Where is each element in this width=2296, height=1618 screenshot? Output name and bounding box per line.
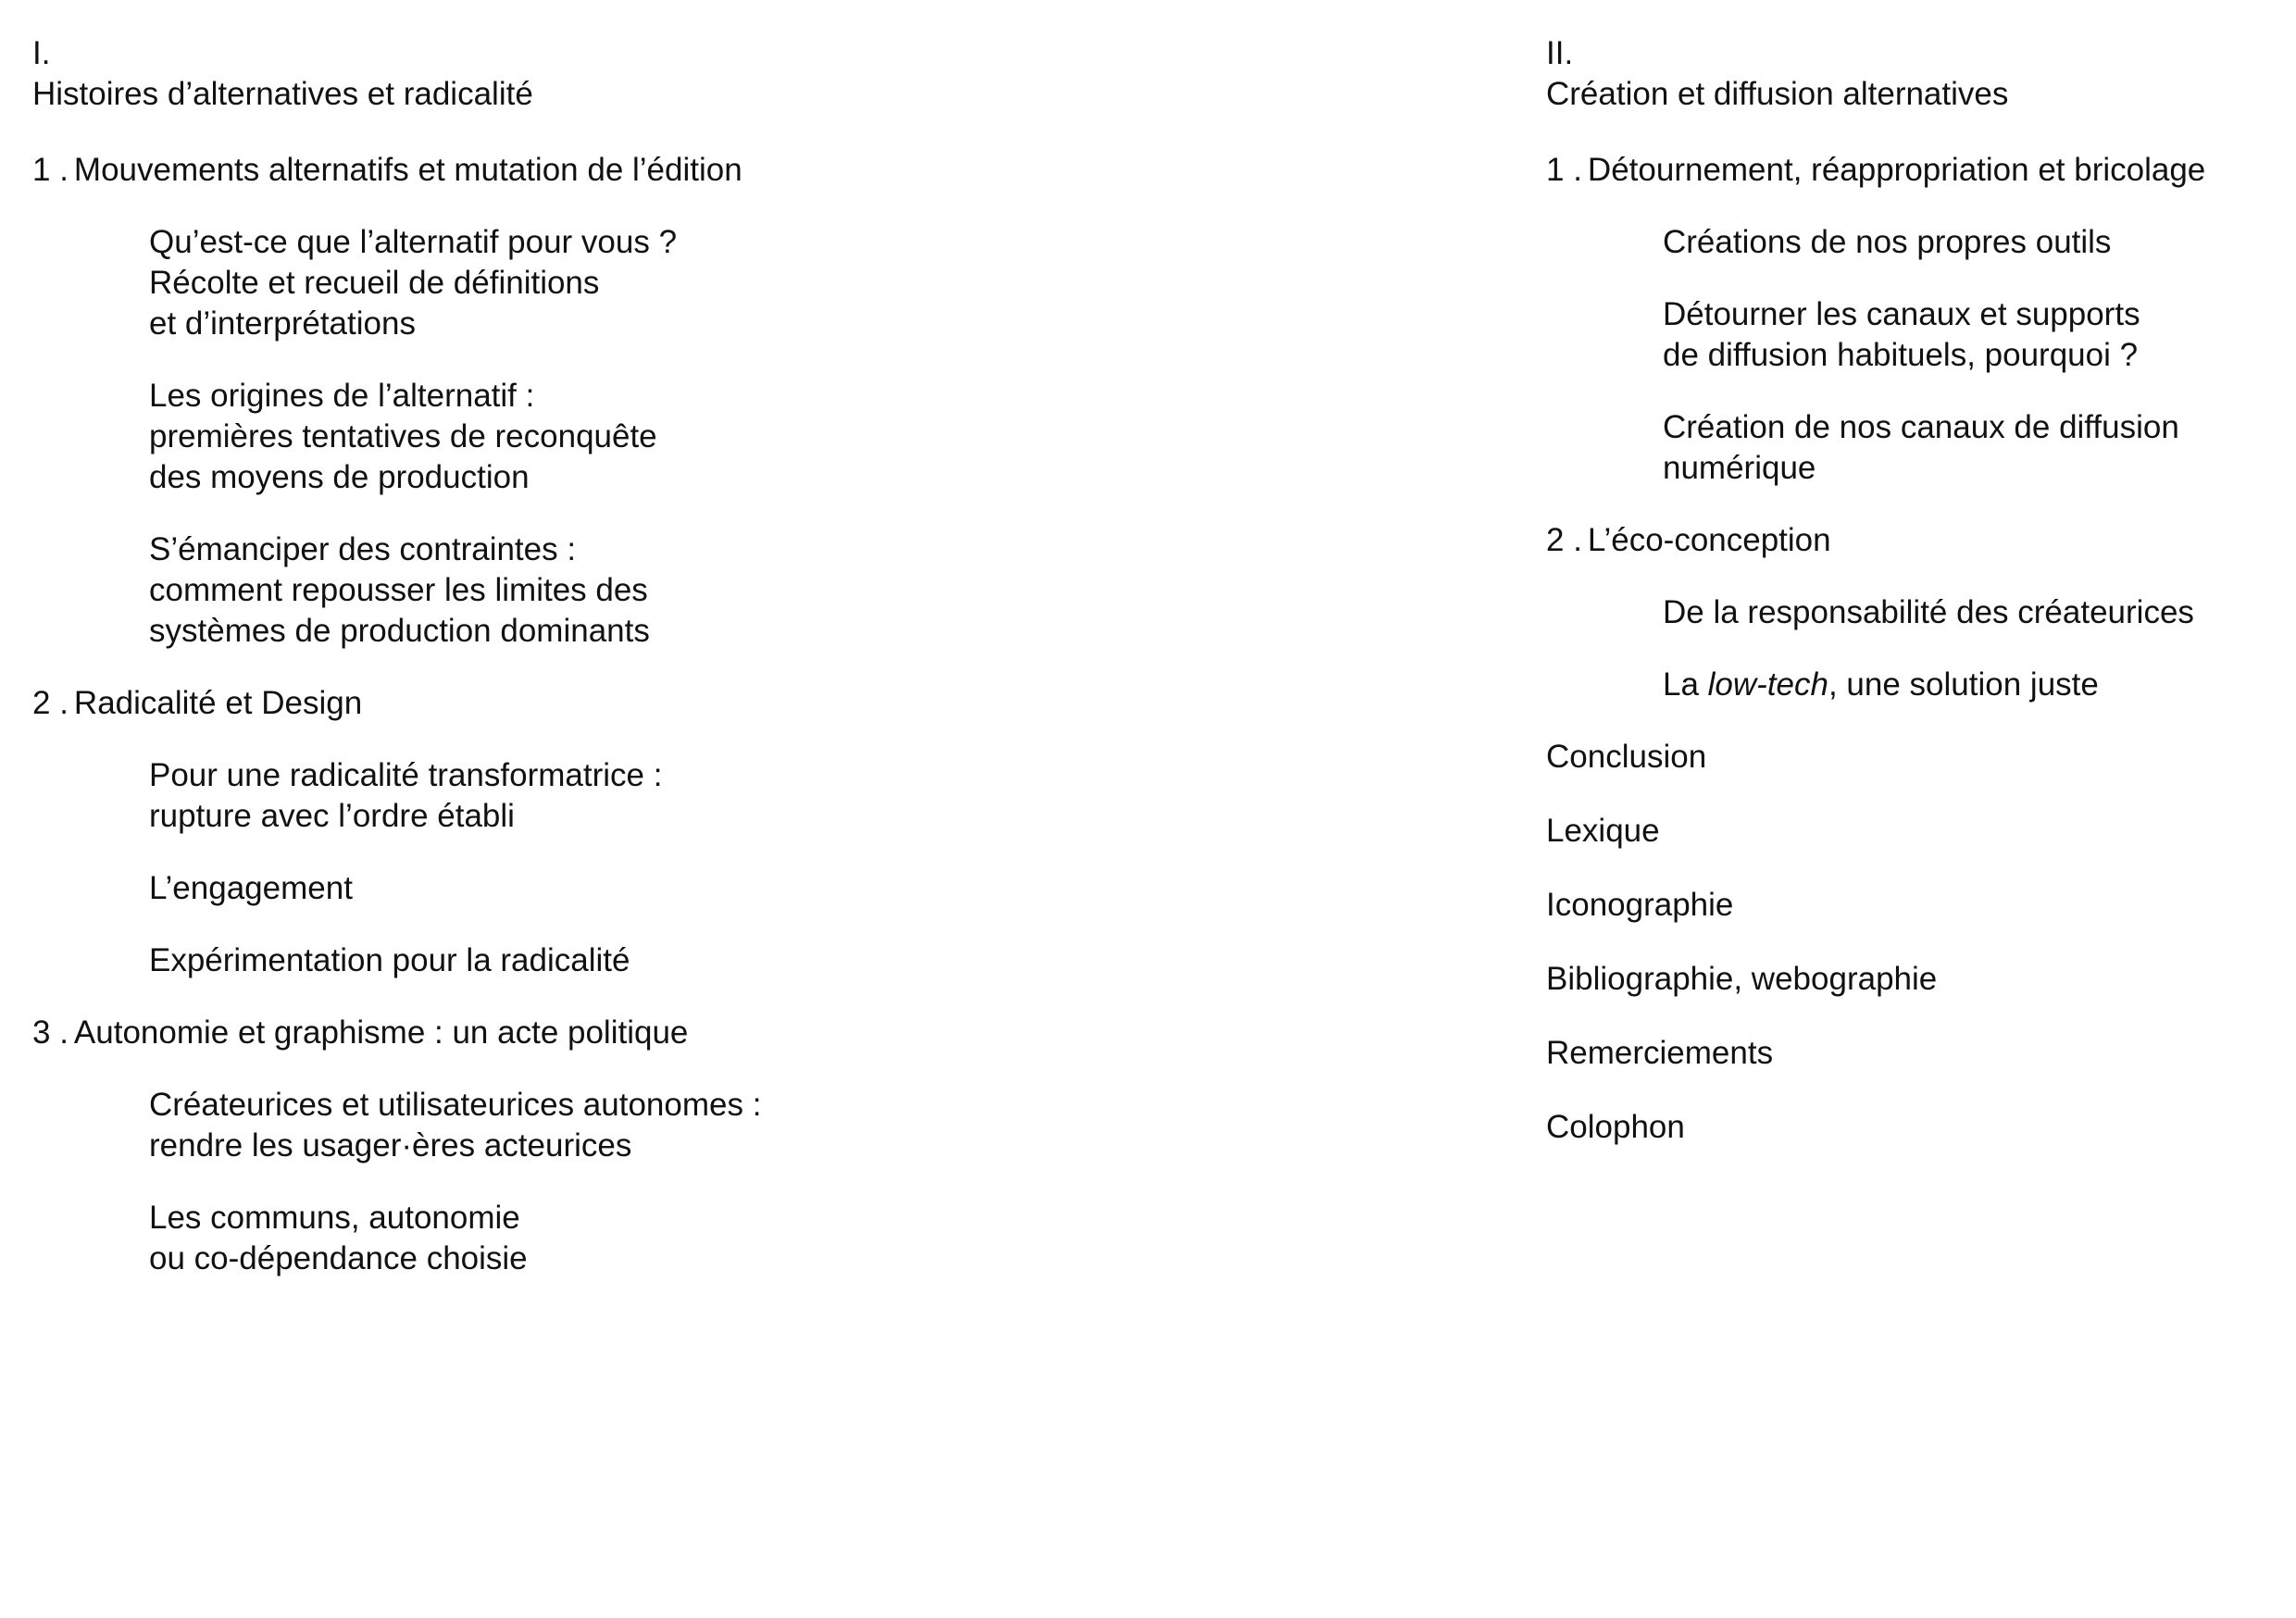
toc-remerciements[interactable]: Remerciements [1546,1035,1774,1071]
toc-colophon[interactable]: Colophon [1546,1109,1685,1145]
toc-subsection-lowtech[interactable] [1663,665,2268,705]
toc-bibliographie[interactable]: Bibliographie, webographie [1546,961,1938,997]
toc-subsection[interactable]: Détourner les canaux et supports de diffusion habituels, pourquoi ? [1663,296,2140,373]
toc-subsection[interactable]: S’émanciper des contraintes : comment repousser les limites des systèmes de production dominants [149,531,650,649]
toc-conclusion[interactable]: Conclusion [1546,739,1707,775]
section-number: 2 . [1546,522,1582,558]
toc-lexique[interactable]: Lexique [1546,813,1660,849]
part-one-numeral: I. [32,35,51,71]
lowtech-prefix: La [1663,666,1708,703]
toc-section-2-1[interactable] [1546,150,2268,191]
toc-section-1-3[interactable] [32,1013,866,1053]
part-two-numeral: II. [1546,35,1574,71]
toc-subsection[interactable]: Les origines de l’alternatif : premières tentatives de reconquête des moyens de production [149,378,657,495]
toc-subsection[interactable]: Expérimentation pour la radicalité [149,942,630,978]
toc-subsection[interactable]: Les communs, autonomie ou co-dépendance choisie [149,1200,528,1276]
toc-section-1-1[interactable] [32,150,866,191]
section-title: L’éco-conception [1587,522,1831,558]
toc-section-1-2[interactable] [32,683,866,724]
section-title: Mouvements alternatifs et mutation de l’édition [73,152,742,188]
toc-subsection[interactable]: Qu’est-ce que l’alternatif pour vous ? Récolte et recueil de définitions et d’interprétations [149,224,678,342]
section-number: 2 . [32,685,69,721]
toc-iconographie[interactable]: Iconographie [1546,887,1734,923]
toc-subsection[interactable]: L’engagement [149,870,353,906]
part-two-title: Création et diffusion alternatives [1546,76,2009,112]
part-two-column [1546,33,2268,1181]
toc-section-2-2[interactable] [1546,520,2268,561]
toc-subsection[interactable]: Création de nos canaux de diffusion numérique [1663,409,2179,486]
toc-subsection[interactable]: Créations de nos propres outils [1663,224,2112,260]
lowtech-italic-term: low-tech [1707,666,1828,703]
section-title: Autonomie et graphisme : un acte politique [73,1014,689,1051]
section-title: Radicalité et Design [73,685,363,721]
section-number: 1 . [32,152,69,188]
toc-subsection[interactable]: Créateurices et utilisateurices autonomes : rendre les usager·ères acteurices [149,1087,762,1164]
section-number: 3 . [32,1014,69,1051]
part-one-column [32,33,866,1311]
part-one-title: Histoires d’alternatives et radicalité [32,76,533,112]
toc-subsection[interactable]: De la responsabilité des créateurices [1663,594,2194,630]
toc-subsection[interactable]: Pour une radicalité transformatrice : rupture avec l’ordre établi [149,757,663,834]
section-title: Détournement, réappropriation et bricolage [1587,152,2206,188]
section-number: 1 . [1546,152,1582,188]
lowtech-suffix: , une solution juste [1828,666,2099,703]
